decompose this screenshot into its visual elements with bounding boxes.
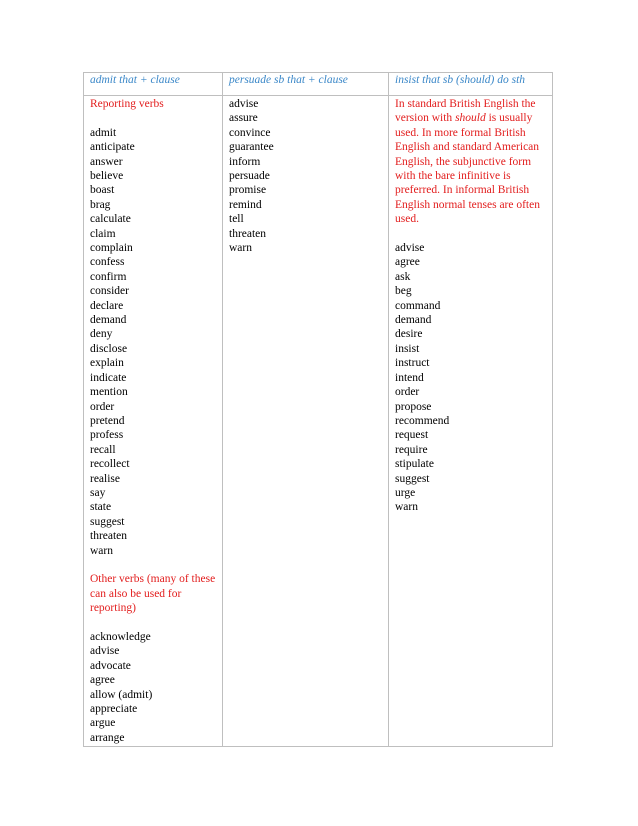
insist-verb-item: intend [395, 371, 424, 384]
reporting-verb-item: mention [90, 386, 128, 399]
usage-note-part2: is usually used. In more formal British English and standard American English, the subjunctive form with the bare infinitive is preferred. In informal British English normal tenses are often used. [395, 112, 540, 226]
other-verb-item: advise [90, 645, 120, 658]
persuade-verb-item: inform [229, 155, 261, 168]
persuade-verb-item: promise [229, 184, 267, 197]
insist-verb-item: require [395, 443, 428, 456]
usage-note-part1: In standard British English the version with [395, 98, 536, 125]
reporting-verb-item: complain [90, 242, 133, 255]
reporting-verb-item: recollect [90, 458, 130, 471]
other-verb-item: arrange [90, 731, 125, 744]
persuade-verb-item: remind [229, 198, 262, 211]
other-verb-item: appreciate [90, 703, 138, 716]
reporting-verb-item: recall [90, 443, 116, 456]
persuade-verb-item: convince [229, 126, 271, 139]
insist-verb-item: insist [395, 342, 420, 355]
reporting-verb-item: explain [90, 357, 124, 370]
insist-verb-item: instruct [395, 357, 430, 370]
column-admit [84, 96, 223, 747]
persuade-verb-item: assure [229, 112, 258, 125]
insist-verb-item: suggest [395, 472, 430, 485]
reporting-verb-item: indicate [90, 371, 127, 384]
reporting-verb-item: consider [90, 285, 129, 298]
reporting-verb-item: admit [90, 126, 117, 139]
reporting-verb-item: calculate [90, 213, 131, 226]
header-insist-that-sb-should: insist that sb (should) do sth [389, 73, 553, 96]
reporting-verb-item: believe [90, 170, 124, 183]
usage-note [395, 97, 548, 227]
insist-verb-item: propose [395, 400, 432, 413]
usage-note-should: should [455, 112, 486, 125]
insist-verb-item: order [395, 386, 420, 399]
reporting-verbs-heading: Reporting verbs [90, 98, 164, 110]
reporting-verb-item: say [90, 486, 106, 499]
reporting-verb-item: anticipate [90, 141, 135, 154]
other-verb-item: argue [90, 717, 116, 730]
insist-verb-item: request [395, 429, 429, 442]
persuade-verb-item: threaten [229, 227, 267, 240]
reporting-verb-item: disclose [90, 342, 128, 355]
reporting-verb-item: order [90, 400, 115, 413]
insist-verb-item: advise [395, 242, 425, 255]
insist-verbs-list [395, 241, 548, 515]
verb-pattern-table [83, 72, 553, 747]
reporting-verb-item: brag [90, 198, 111, 211]
reporting-verb-item: confirm [90, 270, 127, 283]
insist-verb-item: stipulate [395, 458, 434, 471]
reporting-verb-item: declare [90, 299, 124, 312]
reporting-verb-item: suggest [90, 515, 125, 528]
insist-verb-item: warn [395, 501, 418, 514]
persuade-verb-item: warn [229, 242, 252, 255]
persuade-verb-item: advise [229, 98, 259, 110]
reporting-verb-item: confess [90, 256, 125, 269]
persuade-verbs-list [229, 97, 384, 255]
other-verbs-heading: Other verbs (many of these can also be used for reporting) [90, 573, 216, 615]
persuade-verb-item: persuade [229, 170, 270, 183]
reporting-verb-item: claim [90, 227, 116, 240]
reporting-verb-item: demand [90, 314, 127, 327]
insist-verb-item: desire [395, 328, 423, 341]
header-row [84, 73, 553, 96]
reporting-verb-item: threaten [90, 530, 128, 543]
reporting-verb-item: warn [90, 544, 113, 557]
other-verb-item: allow (admit) [90, 688, 153, 701]
column-insist [389, 96, 553, 747]
reporting-verb-item: realise [90, 472, 121, 485]
persuade-verb-item: guarantee [229, 141, 274, 154]
column-persuade [223, 96, 389, 747]
header-admit-that-clause: admit that + clause [84, 73, 223, 96]
reporting-verb-item: deny [90, 328, 113, 341]
insist-verb-item: urge [395, 486, 416, 499]
body-row [84, 96, 553, 747]
reporting-verb-item: profess [90, 429, 124, 442]
insist-verb-item: agree [395, 256, 420, 269]
reporting-verb-item: pretend [90, 414, 125, 427]
reporting-verb-item: answer [90, 155, 123, 168]
other-verb-item: advocate [90, 659, 131, 672]
insist-verb-item: recommend [395, 414, 450, 427]
insist-verb-item: beg [395, 285, 412, 298]
other-verb-item: agree [90, 674, 115, 687]
insist-verb-item: command [395, 299, 441, 312]
reporting-verb-item: boast [90, 184, 115, 197]
header-persuade-sb-that-clause: persuade sb that + clause [223, 73, 389, 96]
insist-verb-item: demand [395, 314, 432, 327]
persuade-verb-item: tell [229, 213, 244, 226]
insist-verb-item: ask [395, 270, 411, 283]
reporting-verb-item: state [90, 501, 112, 514]
other-verb-item: acknowledge [90, 630, 151, 643]
reporting-verbs-list [90, 126, 218, 558]
other-verbs-list [90, 630, 218, 745]
